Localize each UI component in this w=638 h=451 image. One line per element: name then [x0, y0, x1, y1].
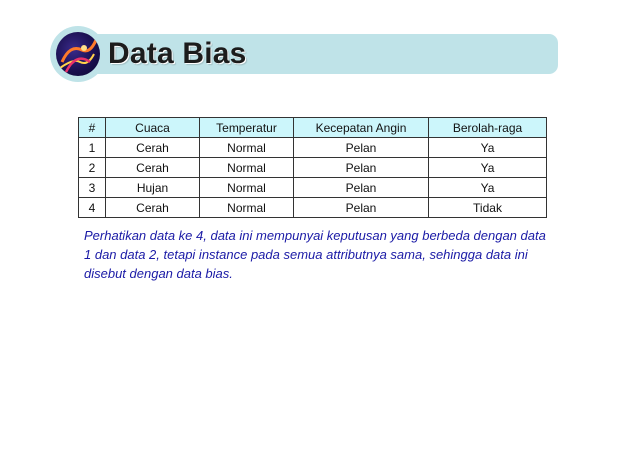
- table-cell: Pelan: [294, 138, 429, 158]
- table-cell: 2: [79, 158, 106, 178]
- table-row: [79, 178, 547, 198]
- page-title: Data Bias: [108, 37, 247, 70]
- table-header-row: [79, 118, 547, 138]
- table-cell: Normal: [200, 158, 294, 178]
- header-cell: #: [79, 118, 106, 138]
- table-cell: Normal: [200, 138, 294, 158]
- table-row: [79, 158, 547, 178]
- table-cell: Ya: [429, 138, 547, 158]
- table-cell: Cerah: [106, 138, 200, 158]
- table-cell: Cerah: [106, 198, 200, 218]
- table-cell: Normal: [200, 198, 294, 218]
- table-cell: Tidak: [429, 198, 547, 218]
- table-cell: Pelan: [294, 198, 429, 218]
- table-cell: Cerah: [106, 158, 200, 178]
- table-cell: Normal: [200, 178, 294, 198]
- table-cell: Pelan: [294, 158, 429, 178]
- table-cell: 1: [79, 138, 106, 158]
- table-cell: Ya: [429, 158, 547, 178]
- table-cell: Pelan: [294, 178, 429, 198]
- swirl-logo-icon: [50, 26, 106, 82]
- table-cell: Ya: [429, 178, 547, 198]
- table-cell: 3: [79, 178, 106, 198]
- table-row: [79, 138, 547, 158]
- table-cell: 4: [79, 198, 106, 218]
- table-row: [79, 198, 547, 218]
- header-cell: Berolah-raga: [429, 118, 547, 138]
- header-cell: Temperatur: [200, 118, 294, 138]
- table-cell: Hujan: [106, 178, 200, 198]
- description-text: Perhatikan data ke 4, data ini mempunyai keputusan yang berbeda dengan data 1 dan data 2, tetapi instance pada semua attributnya sama, sehingga data ini disebut dengan data bias.: [84, 228, 546, 281]
- data-table: [78, 117, 547, 218]
- header-cell: Cuaca: [106, 118, 200, 138]
- header-cell: Kecepatan Angin: [294, 118, 429, 138]
